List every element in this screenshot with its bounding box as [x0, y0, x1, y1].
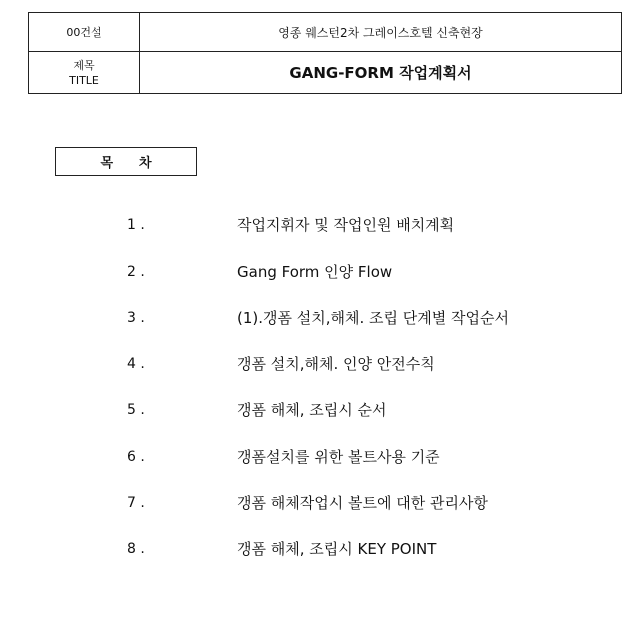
toc-item-text: 갱폼 설치,해체. 인양 안전수칙	[237, 355, 435, 373]
toc-item-text: 작업지휘자 및 작업인원 배치계획	[237, 216, 455, 234]
toc-item	[0, 210, 638, 240]
toc-item-number: 7 .	[127, 495, 145, 511]
toc-heading: 목차	[100, 156, 178, 171]
toc-item	[0, 303, 638, 333]
toc-item-text: 갱폼 해체, 조립시 순서	[237, 401, 387, 419]
toc-item-number: 4 .	[127, 356, 145, 372]
company-cell	[29, 13, 140, 51]
toc-item	[0, 488, 638, 518]
toc-item-text: Gang Form 인양 Flow	[237, 263, 393, 281]
toc-item-text: 갱폼 해체작업시 볼트에 대한 관리사항	[237, 494, 488, 512]
toc-item-number: 5 .	[127, 402, 145, 418]
toc-heading-box	[55, 147, 197, 176]
title-label-cell	[29, 52, 140, 93]
toc-item	[0, 395, 638, 425]
toc-item-text: 갱폼설치를 위한 볼트사용 기준	[237, 448, 440, 466]
toc-item-text: (1).갱폼 설치,해체. 조립 단계별 작업순서	[237, 309, 509, 327]
toc-item	[0, 349, 638, 379]
toc-item	[0, 442, 638, 472]
header-row-company	[29, 13, 621, 52]
toc-item-number: 1 .	[127, 217, 145, 233]
document-title: GANG-FORM 작업계획서	[289, 64, 472, 82]
document-title-cell	[140, 52, 621, 93]
header-table	[28, 12, 622, 94]
toc-item-number: 8 .	[127, 541, 145, 557]
toc-item-number: 3 .	[127, 310, 145, 326]
toc-item	[0, 534, 638, 564]
toc-item-number: 2 .	[127, 264, 145, 280]
project-name: 영종 웨스턴2차 그레이스호텔 신축현장	[278, 25, 483, 40]
toc-item	[0, 257, 638, 287]
title-label-en: TITLE	[69, 73, 99, 87]
toc-item-number: 6 .	[127, 449, 145, 465]
toc-item-text: 갱폼 해체, 조립시 KEY POINT	[237, 540, 437, 558]
header-row-title	[29, 52, 621, 93]
project-cell	[140, 13, 621, 51]
title-label-ko: 제목	[73, 58, 95, 72]
company-name: 00건설	[66, 25, 102, 39]
